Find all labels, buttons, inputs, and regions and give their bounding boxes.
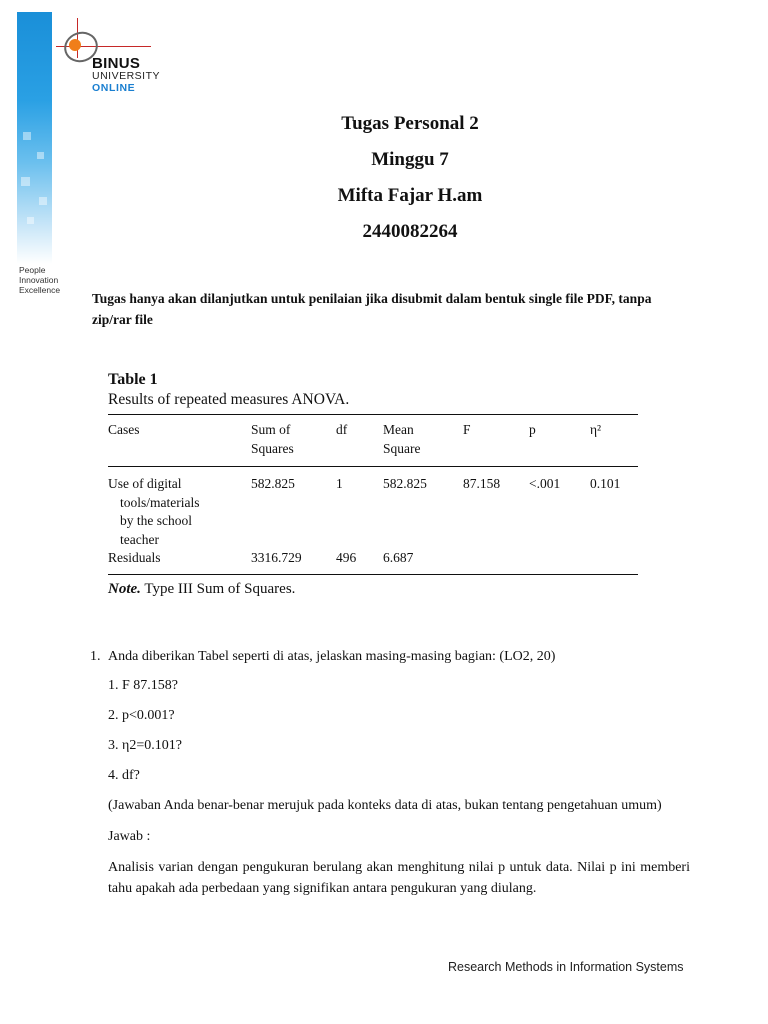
question-number: 1.	[90, 649, 101, 664]
logo-online: ONLINE	[92, 82, 136, 94]
table-row	[108, 467, 638, 550]
question-text: Anda diberikan Tabel seperti di atas, jelaskan masing-masing bagian: (LO2, 20)	[108, 649, 556, 664]
table-note	[108, 581, 638, 598]
submission-instruction: Tugas hanya akan dilanjutkan untuk penilaian jika disubmit dalam bentuk single file PDF, tanpa zip/rar file	[92, 291, 652, 327]
question-note: (Jawaban Anda benar-benar merujuk pada konteks data di atas, bukan tentang pengetahuan umum)	[108, 798, 662, 813]
row-df: 496	[336, 550, 357, 565]
logo-dot-icon	[69, 39, 81, 51]
question-section	[90, 646, 690, 899]
question-item: 1. F 87.158?	[108, 678, 178, 693]
question-item: 2. p<0.001?	[108, 708, 175, 723]
answer-text: Analisis varian dengan pengukuran berulang akan menghitung nilai p untuk data. Nilai p ini memberi tahu apakah ada perbedaan yang signifikan antara pengukuran yang diulang.	[108, 860, 690, 896]
tagline-people: People	[19, 265, 46, 275]
question-prompt	[90, 646, 690, 667]
col-header-f: F	[463, 422, 471, 437]
document-title: Tugas Personal 2	[341, 113, 479, 134]
col-header-mean-square: Mean Square	[383, 422, 421, 456]
tagline-excellence: Excellence	[19, 285, 61, 295]
table-caption: Results of repeated measures ANOVA.	[108, 391, 350, 408]
table-row	[108, 549, 638, 574]
table-note-label: Note.	[108, 580, 141, 597]
row-case: Residuals	[108, 550, 161, 565]
binus-logo	[56, 18, 166, 103]
row-case: Use of digital tools/materials by the school teacher	[108, 476, 200, 547]
document-header	[260, 110, 560, 254]
anova-table-section	[108, 370, 638, 598]
document-week: Minggu 7	[371, 149, 449, 170]
row-f	[463, 549, 529, 574]
question-item: 3. η2=0.101?	[108, 738, 182, 753]
table-note-text: Type III Sum of Squares.	[144, 580, 296, 597]
col-header-sum-of-squares: Sum of Squares	[251, 422, 294, 456]
col-header-df: df	[336, 422, 348, 437]
row-sum-of-squares: 3316.729	[251, 550, 302, 565]
row-eta-squared	[590, 549, 638, 574]
row-sum-of-squares: 582.825	[251, 476, 295, 491]
row-df: 1	[336, 476, 343, 491]
student-name: Mifta Fajar H.am	[337, 185, 483, 206]
row-p: <.001	[529, 476, 561, 491]
decorative-side-stripe	[17, 12, 52, 264]
page-footer: Research Methods in Information Systems	[448, 960, 684, 974]
logo-binus: BINUS	[92, 55, 141, 72]
question-items	[108, 675, 690, 795]
anova-table	[108, 414, 638, 575]
student-id: 2440082264	[362, 221, 458, 242]
row-eta-squared: 0.101	[590, 476, 621, 491]
logo-wordmark	[92, 55, 161, 94]
row-mean-square: 6.687	[383, 550, 414, 565]
table-header-row	[108, 415, 638, 467]
question-item: 4. df?	[108, 768, 140, 783]
answer-label: Jawab :	[108, 829, 151, 844]
col-header-p: p	[529, 422, 536, 437]
col-header-eta-squared: η²	[590, 422, 602, 437]
row-f: 87.158	[463, 476, 501, 491]
col-header-cases: Cases	[108, 422, 140, 437]
university-tagline	[19, 265, 60, 295]
row-p	[529, 549, 590, 574]
table-label: Table 1	[108, 371, 158, 388]
row-mean-square: 582.825	[383, 476, 427, 491]
logo-university: UNIVERSITY	[92, 70, 161, 82]
tagline-innovation: Innovation	[19, 275, 59, 285]
